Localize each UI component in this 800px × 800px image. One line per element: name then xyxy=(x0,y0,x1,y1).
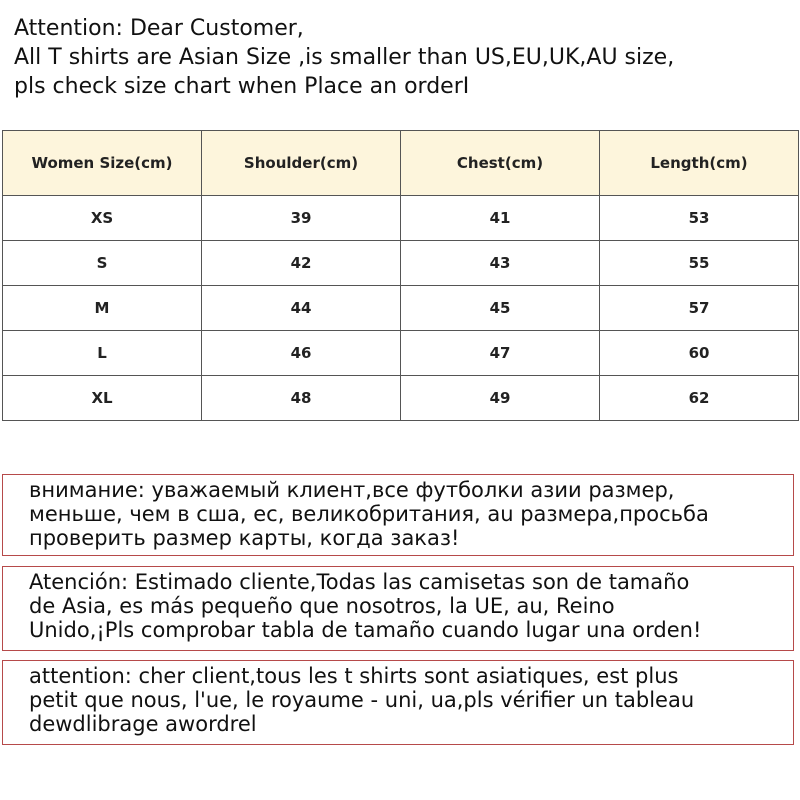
cell-shoulder: 39 xyxy=(202,196,401,241)
cell-size: XL xyxy=(3,376,202,421)
notice-french-line-2: petit que nous, l'ue, le royaume - uni, ua,pls vérifier un tableau xyxy=(29,688,695,712)
notice-spanish-line-1: Atención: Estimado cliente,Todas las camisetas son de tamaño xyxy=(29,570,690,594)
notice-spanish-line-2: de Asia, es más pequeño que nosotros, la UE, au, Reino xyxy=(29,594,615,618)
cell-size: XS xyxy=(3,196,202,241)
cell-chest: 41 xyxy=(401,196,600,241)
header-line-3: pls check size chart when Place an orderI xyxy=(14,74,470,99)
table-row xyxy=(3,196,799,241)
cell-chest: 45 xyxy=(401,286,600,331)
cell-chest: 47 xyxy=(401,331,600,376)
notice-french-line-3-text: dewdlibrage awordrel xyxy=(29,712,257,736)
header-line-1: Attention: Dear Customer, xyxy=(14,16,304,41)
table-row xyxy=(3,286,799,331)
cell-length: 62 xyxy=(600,376,799,421)
notice-russian-line-2: меньше, чем в сша, ес, великобритания, au размера,просьба xyxy=(29,502,709,526)
table-header-row xyxy=(3,131,799,196)
notice-russian xyxy=(2,474,794,556)
size-chart-table xyxy=(2,130,799,421)
attention-header xyxy=(14,14,794,101)
notice-spanish-line-3: Unido,¡Pls comprobar tabla de tamaño cuando lugar una orden! xyxy=(29,618,702,642)
cell-length: 53 xyxy=(600,196,799,241)
cell-length: 57 xyxy=(600,286,799,331)
notice-spanish xyxy=(2,566,794,651)
notice-russian-line-1: внимание: уважаемый клиент,все футболки азии размер, xyxy=(29,478,675,502)
table-row xyxy=(3,241,799,286)
cell-length: 55 xyxy=(600,241,799,286)
notice-french-line-1: attention: cher client,tous les t shirts sont asiatiques, est plus xyxy=(29,664,679,688)
cell-size: L xyxy=(3,331,202,376)
column-header-size: Women Size(cm) xyxy=(3,131,202,196)
cell-length: 60 xyxy=(600,331,799,376)
notice-russian-line-3: проверить размер карты, когда заказ! xyxy=(29,526,460,550)
cell-shoulder: 46 xyxy=(202,331,401,376)
column-header-shoulder: Shoulder(cm) xyxy=(202,131,401,196)
cell-shoulder: 42 xyxy=(202,241,401,286)
table-row xyxy=(3,331,799,376)
cell-chest: 43 xyxy=(401,241,600,286)
column-header-chest: Chest(cm) xyxy=(401,131,600,196)
cell-shoulder: 48 xyxy=(202,376,401,421)
table-row xyxy=(3,376,799,421)
cell-size: M xyxy=(3,286,202,331)
notice-french xyxy=(2,660,794,745)
cell-shoulder: 44 xyxy=(202,286,401,331)
notice-french-line-3 xyxy=(29,712,793,736)
column-header-length: Length(cm) xyxy=(600,131,799,196)
header-line-2: All T shirts are Asian Size ,is smaller than US,EU,UK,AU size, xyxy=(14,45,675,70)
cell-size: S xyxy=(3,241,202,286)
cell-chest: 49 xyxy=(401,376,600,421)
